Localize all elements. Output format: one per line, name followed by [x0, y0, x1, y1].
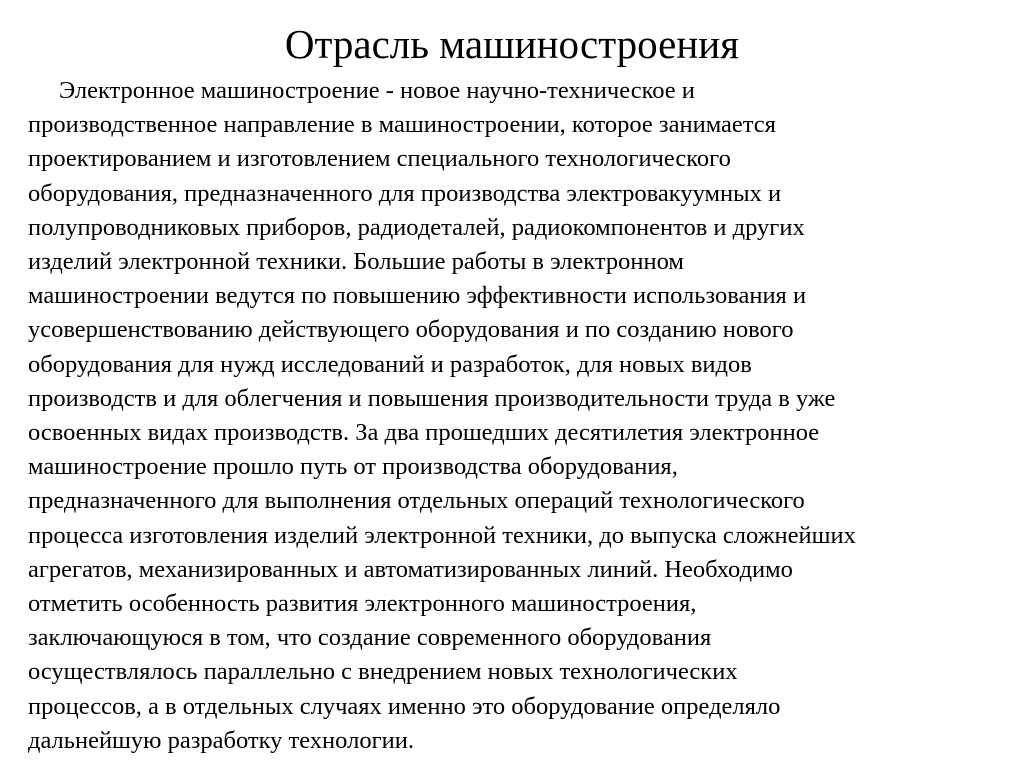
text-line: заключающуюся в том, что создание современного оборудования: [28, 624, 712, 652]
text-line: изделий электронной техники. Большие работы в электронном: [28, 248, 684, 276]
text-line: производственное направление в машиностроении, которое занимается: [28, 111, 776, 139]
text-line: агрегатов, механизированных и автоматизированных линий. Необходимо: [28, 555, 793, 583]
text-line: освоенных видах производств. За два прошедших десятилетия электронное: [28, 419, 820, 447]
text-line: оборудования, предназначенного для производства электровакуумных и: [28, 179, 782, 207]
text-line: дальнейшую разработку технологии.: [28, 726, 414, 754]
text-line: предназначенного для выполнения отдельных операций технологического: [28, 487, 805, 515]
text-line: проектированием и изготовлением специального технологического: [28, 145, 731, 173]
text-line: процесса изготовления изделий электронной техники, до выпуска сложнейших: [28, 521, 856, 549]
text-line: оборудования для нужд исследований и разработок, для новых видов: [28, 350, 752, 378]
text-line: Электронное машиностроение - новое научно-техническое и: [59, 77, 695, 104]
text-line: производств и для облегчения и повышения производительности труда в уже: [28, 384, 836, 412]
text-line: машиностроении ведутся по повышению эффективности использования и: [28, 282, 807, 310]
text-line: отметить особенность развития электронного машиностроения,: [28, 590, 697, 618]
text-line: осуществлялось параллельно с внедрением новых технологических: [28, 658, 738, 686]
body-paragraph: [28, 74, 1003, 758]
slide-title: Отрасль машиностроения: [284, 21, 740, 67]
text-line: усовершенствованию действующего оборудования и по созданию нового: [28, 316, 794, 344]
text-line: полупроводниковых приборов, радиодеталей, радиокомпонентов и других: [28, 213, 805, 241]
text-line: машиностроение прошло путь от производства оборудования,: [28, 453, 678, 481]
text-line: процессов, а в отдельных случаях именно это оборудование определяло: [28, 692, 781, 720]
